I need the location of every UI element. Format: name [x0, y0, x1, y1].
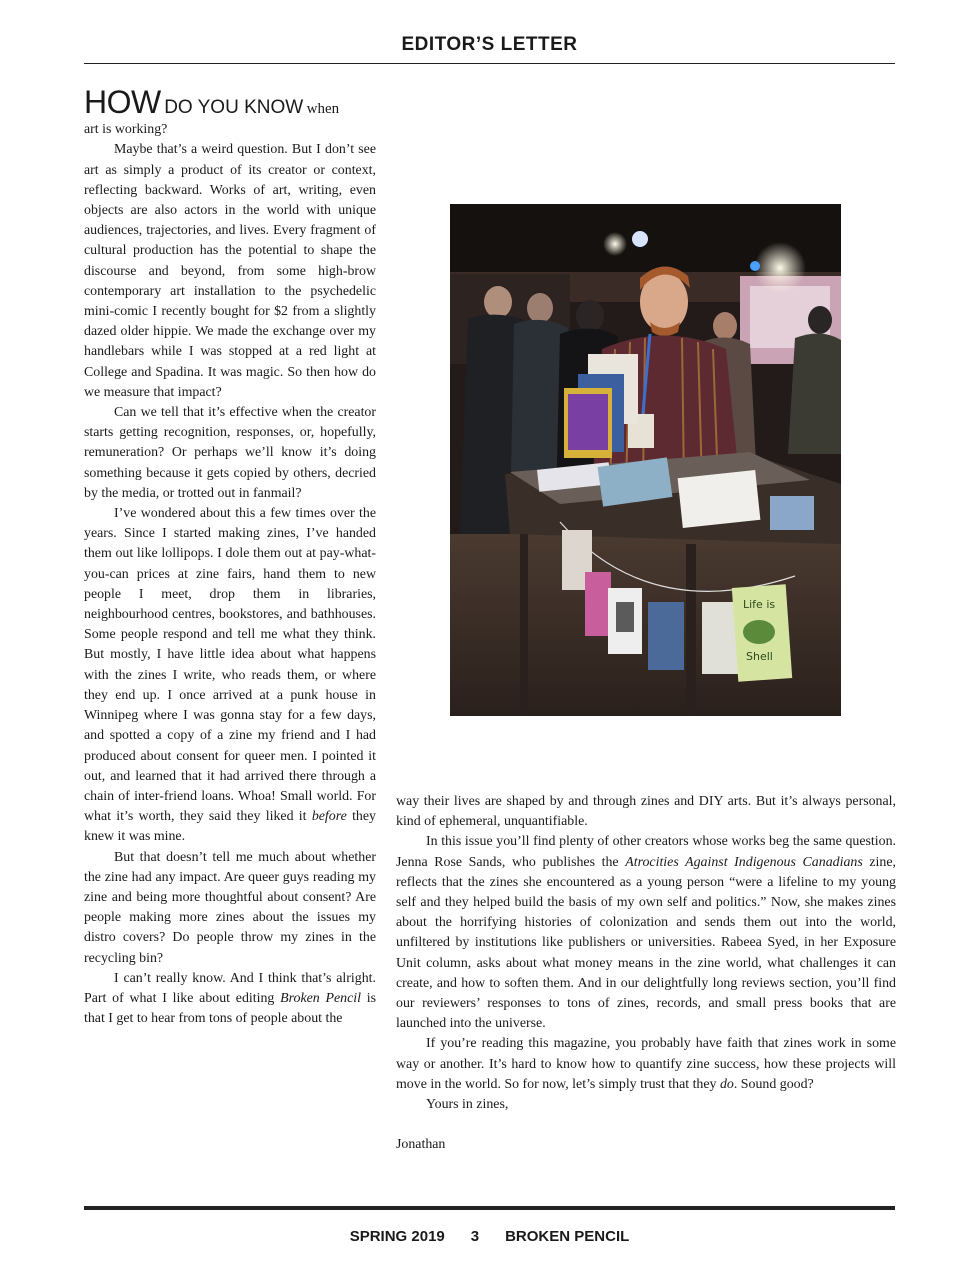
right-paragraph-3 — [396, 1034, 896, 1095]
intro-when: when — [306, 101, 340, 117]
p3-emphasis: before — [311, 809, 347, 825]
footer-magazine: BROKEN PENCIL — [505, 1228, 630, 1245]
right-continuation: way their lives are shaped by and through zines and DIY arts. But it’s always personal, kind of ephemeral, unquantifiable. — [396, 794, 896, 830]
rp3-emphasis: do — [719, 1076, 734, 1092]
rp2-text-a: In this issue you’ll find plenty of other creators whose works beg the same question. Jenna Rose Sands, who publishes the — [396, 834, 896, 870]
rp2-text-b: zine, reflects that the zines she encountered as a young person “were a lifeline to my young self and they helped build the basis of my own self and politics.” Now, she makes zines about the horrifying histories of colonization and sends them out into the world, unfiltered by institutions like publishers or universities. Rabeea Syed, in her Exposure Unit column, asks about what money means in the zine world, what challenges it can create, and how to soften them. And in our delightfully long reviews section, you’ll find our reviewers’ responses to tons of zines, records, and small press books that are launched into the universe. — [396, 854, 896, 1032]
zine-fair-photo — [450, 204, 841, 716]
body-paragraph-1: Maybe that’s a weird question. But I don’t see art as simply a product of its creator or context, reflecting backward. Works of art, writing, even objects are also actors in the world with unique audiences, trajectories, and lives. Every fragment of cultural production has the potential to shape the discourse and beyond, from some high-brow contemporary art installation to the psychedelic mini-comic I recently bought for $2 from a slightly dazed older hippie. We made the exchange over my handlebars while I was stopped at a red light at College and Spadina. It was magic. So then how do we measure that impact? — [84, 142, 376, 400]
left-column — [84, 86, 376, 1029]
footer-issue: SPRING 2019 — [349, 1228, 445, 1245]
rp3-text-b: . Sound good? — [733, 1076, 814, 1092]
photo-sign-line1: Life is — [743, 598, 776, 611]
p5-emphasis: Broken Pencil — [280, 990, 361, 1006]
closing-line: Yours in zines, — [426, 1097, 509, 1113]
intro-rest: art is working? — [84, 122, 168, 138]
footer-rule — [84, 1206, 895, 1210]
intro-big-how: HOW — [84, 84, 161, 120]
p5-text-b: is that I get to hear from tons of people about the — [84, 990, 376, 1027]
intro-paragraph — [84, 86, 376, 140]
rp3-text-a: If you’re reading this magazine, you probably have faith that zines work in some way or another. It’s hard to know how to quantify zine success, how these projects will move in the world. So for now, let’s simply trust that they — [396, 1036, 896, 1092]
photo-sign-line2: Shell — [746, 650, 773, 663]
footer-page-number: 3 — [470, 1228, 480, 1245]
page-footer — [0, 1228, 979, 1245]
rp2-emphasis: Atrocities Against Indigenous Canadians — [625, 854, 863, 870]
intro-do-you-know: DO YOU KNOW — [164, 97, 304, 118]
p3-text-b: they knew it was mine. — [84, 809, 376, 845]
p5-text-a: I can’t really know. And I think that’s alright. Part of what I like about editing — [84, 970, 376, 1006]
section-header: EDITOR’S LETTER — [401, 34, 578, 55]
intro-headline — [84, 84, 340, 120]
header-rule — [84, 63, 895, 64]
right-column — [396, 792, 896, 1155]
body-paragraph-4: But that doesn’t tell me much about whether the zine had any impact. Are queer guys reading my zine and being more thoughtful about consent? Are people making more zines about the issues my distro covers? Do people throw my zines in the recycling bin? — [84, 849, 376, 966]
signature: Jonathan — [396, 1137, 446, 1153]
body-paragraph-3 — [84, 504, 376, 847]
right-paragraph-2 — [396, 832, 896, 1034]
body-paragraph-2: Can we tell that it’s effective when the creator starts getting recognition, responses, or, hopefully, remuneration? Or perhaps we’ll know it’s doing something because it gets copied by others, decried by the media, or trotted out in fanmail? — [84, 405, 376, 501]
body-paragraph-5 — [84, 969, 376, 1030]
p3-text-a: I’ve wondered about this a few times over the years. Since I started making zines, I’ve handed them out like lollipops. I dole them out at pay-what-you-can prices at zine fairs, hand them to new people I meet, drop them in libraries, neighbourhood centres, bookstores, and bathhouses. Some people respond and tell me what they think. But mostly, I have little idea about what happens with the zines I write, who reads them, or where they end up. I once arrived at a punk house in Winnipeg where I was gonna stay for a few days, and spotted a copy of a zine my friend and I had produced about consent for queer men. I pointed it out, and learned that it had arrived there through a chain of inter-friend loans. Whoa! Small world. For what it’s worth, they said they liked it — [84, 506, 376, 825]
